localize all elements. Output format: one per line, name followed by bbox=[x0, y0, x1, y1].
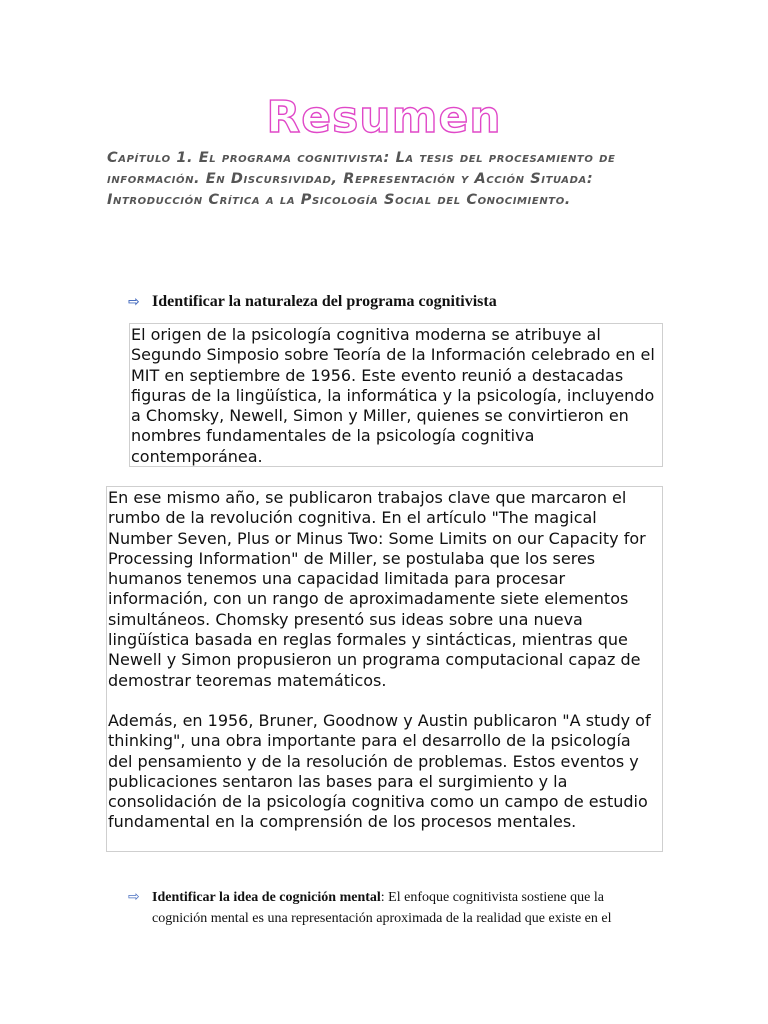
document-subtitle: Capítulo 1. El programa cognitivista: La tesis del procesamiento de información. En Discursividad, Representación y Acción Situada: Introducción Crítica a la Psicología Social del Conocimiento. bbox=[107, 150, 616, 208]
arrow-right-icon: ⇨ bbox=[128, 889, 140, 905]
bullet-body bbox=[152, 887, 648, 929]
bullet-label: Identificar la idea de cognición mental bbox=[152, 890, 381, 905]
bullet-label: Identificar la naturaleza del programa cognitivista bbox=[152, 293, 497, 310]
arrow-right-icon: ⇨ bbox=[128, 294, 140, 310]
bullet-item-naturaleza bbox=[128, 292, 648, 312]
document-title: Resumen bbox=[266, 92, 502, 143]
text-box-revolucion bbox=[106, 486, 663, 852]
bullet-item-cognicion bbox=[128, 887, 648, 929]
paragraph: En ese mismo año, se publicaron trabajos clave que marcaron el rumbo de la revolución cognitiva. En el artículo "The magical Number Seven, Plus or Minus Two: Some Limits on our Capacity for Processing Information" de Miller, se postulaba que los seres humanos tenemos una capacidad limitada para procesar información, con un rango de aproximadamente siete elementos simultáneos. Chomsky presentó sus ideas sobre una nueva lingüística basada en reglas formales y sintácticas, mientras que Newell y Simon propusieron un programa computacional capaz de demostrar teoremas matemáticos. bbox=[108, 488, 646, 690]
paragraph: El origen de la psicología cognitiva moderna se atribuye al Segundo Simposio sobre Teoría de la Información celebrado en el MIT en septiembre de 1956. Este evento reunió a destacadas figuras de la lingüística, la informática y la psicología, incluyendo a Chomsky, Newell, Simon y Miller, quienes se convirtieron en nombres fundamentales de la psicología cognitiva contemporánea. bbox=[131, 325, 655, 466]
bullet-text: : El enfoque cognitivista sostiene que la cognición mental es una representación aproximada de la realidad que existe en el bbox=[152, 890, 612, 926]
paragraph: Además, en 1956, Bruner, Goodnow y Austin publicaron "A study of thinking", una obra importante para el desarrollo de la psicología del pensamiento y de la resolución de problemas. Estos eventos y publicaciones sentaron las bases para el surgimiento y la consolidación de la psicología cognitiva como un campo de estudio fundamental en la comprensión de los procesos mentales. bbox=[108, 710, 651, 832]
text-box-origen bbox=[129, 323, 663, 467]
